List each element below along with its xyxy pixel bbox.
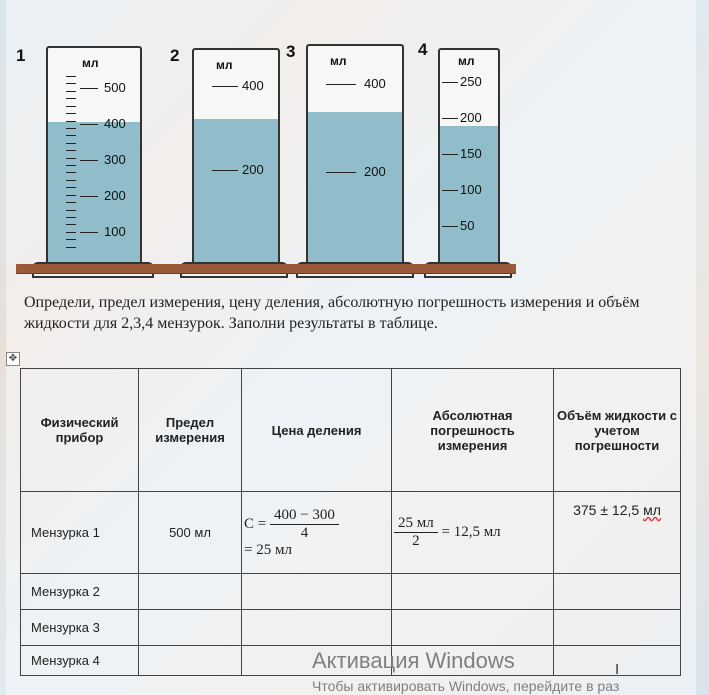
minor-tick — [66, 121, 76, 122]
tick — [80, 232, 98, 233]
row-volume[interactable] — [554, 574, 681, 610]
row-division-price[interactable] — [242, 574, 392, 610]
row-volume[interactable] — [554, 610, 681, 646]
header-abs-error: Абсолютная погрешность измерения — [392, 369, 554, 492]
task-text: Определи, предел измерения, цену деления, абсолютную погрешность измерения и объём жидкости для 2,3,4 мензурок. Заполни результаты в таблице. — [24, 294, 640, 332]
tick — [442, 226, 458, 227]
row-limit[interactable] — [139, 574, 242, 610]
cylinder-tube — [192, 48, 280, 266]
tick-label: 400 — [364, 76, 386, 91]
row-name[interactable]: Мензурка 2 — [21, 574, 139, 610]
cylinder-3 — [286, 38, 412, 278]
denominator: 2 — [412, 533, 420, 549]
tick — [442, 190, 458, 191]
cylinder-4 — [418, 38, 508, 278]
liquid — [194, 119, 278, 266]
tick-label: 150 — [460, 146, 482, 161]
tick-label: 100 — [460, 182, 482, 197]
row-name[interactable]: Мензурка 4 — [21, 646, 139, 676]
minor-tick — [66, 106, 76, 107]
header-division-price: Цена деления — [242, 369, 392, 492]
liquid — [308, 112, 402, 266]
minor-tick — [66, 239, 76, 240]
liquid — [48, 122, 140, 266]
numerator: 25 мл — [394, 515, 438, 533]
tick-label: 300 — [104, 152, 126, 167]
header-device: Физический прибор — [21, 369, 139, 492]
minor-tick — [66, 180, 76, 181]
tick — [212, 86, 238, 87]
unit-label: мл — [330, 54, 347, 68]
row-division-price[interactable] — [242, 492, 392, 574]
minor-tick — [66, 128, 76, 129]
row-volume[interactable] — [554, 492, 681, 574]
unit-label: мл — [82, 56, 99, 70]
minor-tick — [66, 113, 76, 114]
cylinder-number: 2 — [170, 46, 180, 65]
formula-result: = 25 мл — [244, 541, 292, 558]
minor-tick — [66, 172, 76, 173]
minor-tick — [66, 202, 76, 203]
row-limit[interactable] — [139, 610, 242, 646]
cylinders-figure — [14, 28, 514, 278]
formula-prefix: C = — [244, 515, 267, 532]
tick-label: 200 — [460, 110, 482, 125]
cylinder-number: 3 — [286, 42, 296, 61]
header-limit: Предел измерения — [139, 369, 242, 492]
minor-tick — [66, 210, 76, 211]
tick — [442, 82, 458, 83]
minor-tick — [66, 187, 76, 188]
fraction — [394, 515, 438, 550]
minor-tick — [66, 76, 76, 77]
tick-label: 100 — [104, 224, 126, 239]
results-table — [20, 368, 681, 676]
shelf — [16, 264, 516, 273]
cylinder-tube — [46, 46, 142, 266]
row-name[interactable]: Мензурка 1 — [21, 492, 139, 574]
row-limit[interactable] — [139, 646, 242, 676]
row-name[interactable]: Мензурка 3 — [21, 610, 139, 646]
row-abs-error[interactable] — [392, 574, 554, 610]
tick — [442, 154, 458, 155]
table-header-row — [21, 369, 681, 492]
row-abs-error[interactable] — [392, 610, 554, 646]
tick — [326, 172, 356, 173]
tick — [212, 170, 238, 171]
minor-tick — [66, 232, 76, 233]
table-move-handle-icon[interactable]: ✥ — [6, 352, 20, 366]
tick — [80, 160, 98, 161]
minor-tick — [66, 83, 76, 84]
minor-tick — [66, 143, 76, 144]
minor-tick — [66, 195, 76, 196]
volume-unit: мл — [643, 502, 661, 518]
row-limit[interactable]: 500 мл — [139, 492, 242, 574]
tick-label: 200 — [242, 162, 264, 177]
tick — [80, 88, 98, 89]
tick-label: 200 — [364, 164, 386, 179]
minor-tick — [66, 247, 76, 248]
row-abs-error[interactable] — [392, 492, 554, 574]
cylinder-1 — [16, 38, 144, 278]
formula-result: = 12,5 мл — [441, 523, 501, 540]
unit-label: мл — [216, 58, 233, 72]
document-page — [6, 0, 696, 695]
cylinder-2 — [170, 38, 284, 278]
minor-tick — [66, 158, 76, 159]
tick-label: 400 — [104, 116, 126, 131]
denominator: 4 — [300, 524, 309, 541]
cylinder-number: 1 — [16, 46, 26, 65]
minor-tick — [66, 165, 76, 166]
minor-tick — [66, 98, 76, 99]
watermark-subtitle: Чтобы активировать Windows, перейдите в раз — [312, 678, 620, 694]
tick-label: 250 — [460, 74, 482, 89]
cylinder-number: 4 — [418, 40, 428, 59]
tick-label: 400 — [242, 78, 264, 93]
table-row — [21, 492, 681, 574]
volume-value: 375 ± 12,5 — [573, 502, 644, 518]
minor-tick — [66, 224, 76, 225]
minor-tick — [66, 217, 76, 218]
tick — [326, 84, 356, 85]
tick-label: 50 — [460, 218, 475, 233]
minor-tick — [66, 150, 76, 151]
tick — [80, 196, 98, 197]
header-volume: Объём жидкости с учетом погрешности — [554, 369, 681, 492]
table-row — [21, 574, 681, 610]
cylinder-tube — [306, 44, 404, 266]
watermark-title: Активация Windows — [312, 648, 515, 673]
row-division-price[interactable] — [242, 610, 392, 646]
tick-label: 500 — [104, 80, 126, 95]
unit-label: мл — [458, 54, 475, 68]
text-cursor-icon: I — [615, 661, 620, 678]
tick — [80, 124, 98, 125]
fraction — [270, 507, 339, 542]
tick-label: 200 — [104, 188, 126, 203]
numerator: 400 − 300 — [270, 507, 339, 525]
tick — [442, 118, 458, 119]
minor-tick — [66, 91, 76, 92]
minor-tick — [66, 135, 76, 136]
table-row — [21, 610, 681, 646]
